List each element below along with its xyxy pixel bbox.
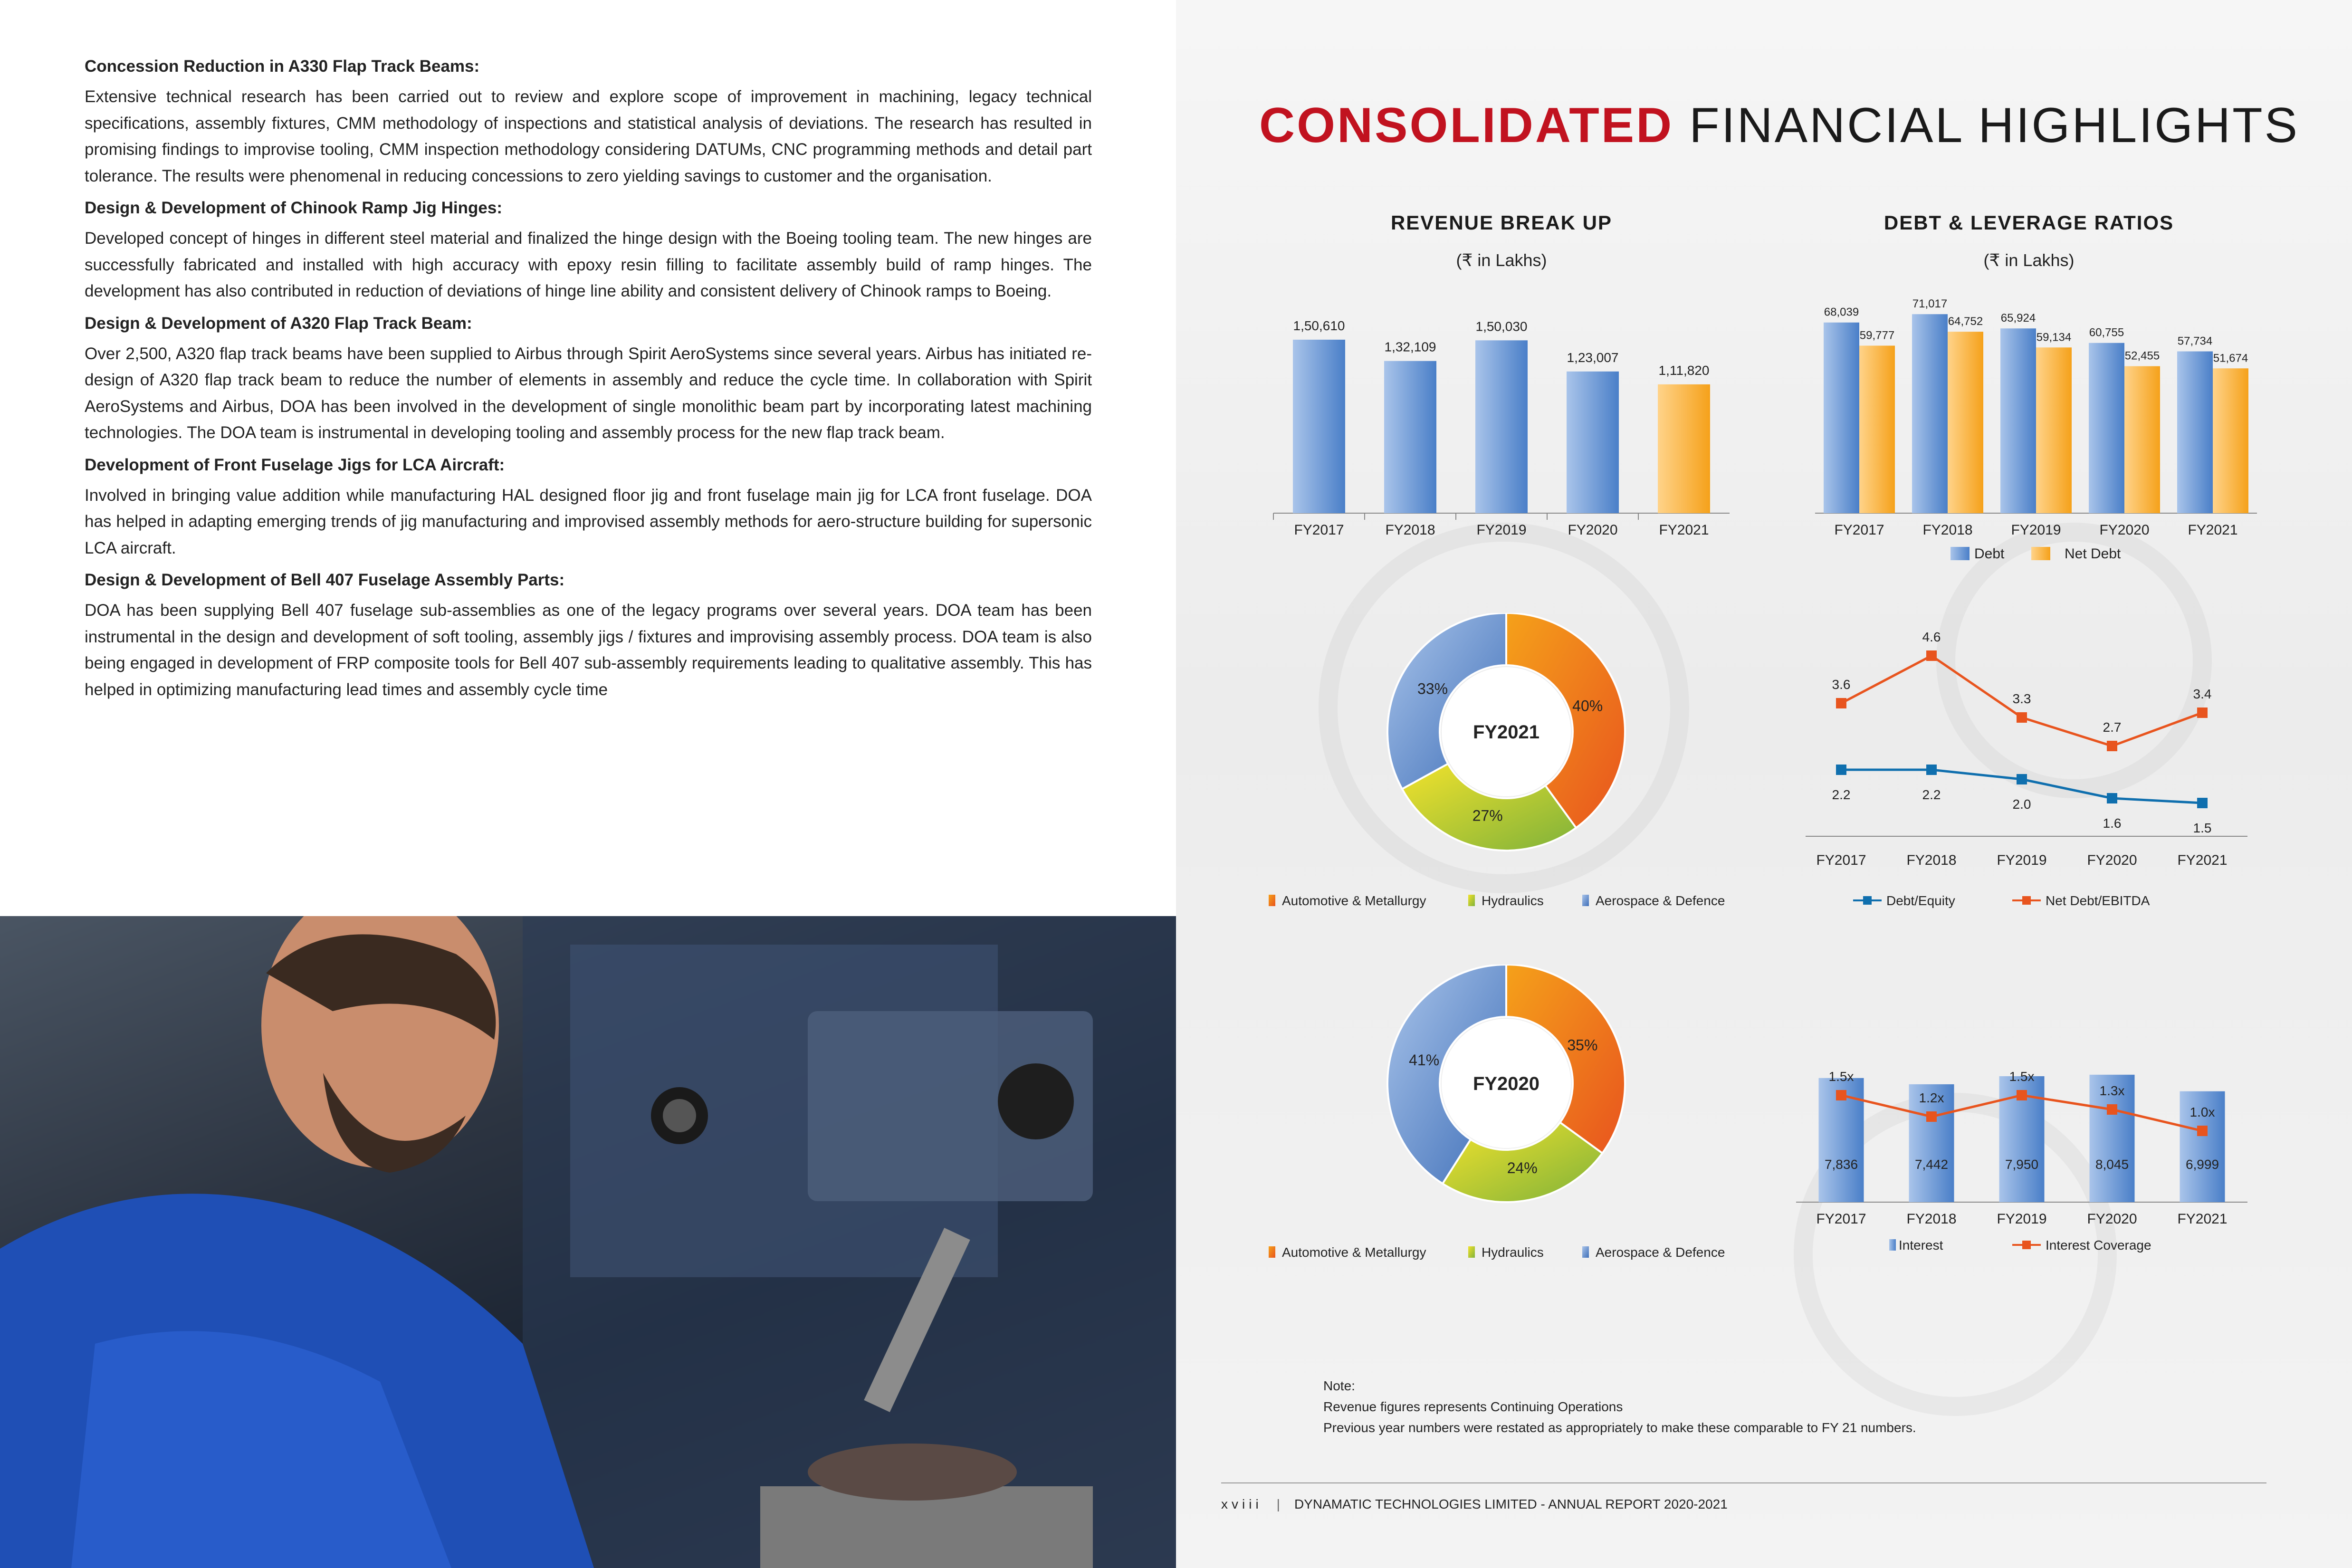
net-debt-value-label: 64,752	[1948, 315, 1983, 328]
fy2021-donut-chart	[1254, 613, 1758, 927]
slice-percent-label: 27%	[1472, 807, 1503, 824]
slice-percent-label: 35%	[1567, 1036, 1598, 1054]
slice-percent-label: 33%	[1417, 680, 1448, 698]
point-value-label: 2.7	[2103, 720, 2122, 735]
x-tick-label: FY2020	[1568, 522, 1618, 538]
section-body: Extensive technical research has been carried out to review and explore scope of improvement in machining, legacy technical specifications, assembly fixtures, CMM methodology of inspections and statistical analysis of deviations. The research has resulted in promising findings to improvise tooling, CMM inspection methodology considering DATUMs, CNC programming methods and detail part tolerance. The results were phenomenal in reducing concessions to zero yielding savings to customer and the organisation.	[85, 87, 1092, 185]
legend-swatch	[1582, 895, 1589, 906]
x-tick-label: FY2017	[1816, 1211, 1866, 1227]
section-body: Involved in bringing value addition while manufacturing HAL designed floor jig and front fuselage main jig for LCA front fuselage. DOA has helped in adapting emerging trends of jig manufacturing and improvised assembly methods for aero-structure building for supersonic LCA aircraft.	[85, 486, 1092, 557]
revenue-bar-chart	[1254, 285, 1739, 551]
coverage-value-label: 1.0x	[2189, 1105, 2215, 1119]
point-value-label: 4.6	[1922, 630, 1941, 644]
debt-value-label: 68,039	[1824, 306, 1859, 319]
section-body: DOA has been supplying Bell 407 fuselage sub-assemblies as one of the legacy programs over several years. DOA team has been instrumental in the design and development of soft tooling, assembly jigs / fixtures and improvising assembly process. DOA team is also being engaged in development of FRP composite tools for Bell 407 sub-assembly requirements leading to qualitative assembly. This has helped in optimizing manufacturing lead times and assembly cycle time	[85, 601, 1092, 699]
x-tick-label: FY2018	[1385, 522, 1435, 538]
debt-bar	[1824, 323, 1859, 513]
legend-swatch-net-debt	[2031, 547, 2050, 560]
legend-label-net-debt: Net Debt	[2065, 546, 2121, 562]
x-tick-label: FY2020	[2087, 1211, 2137, 1227]
line-point	[2107, 741, 2117, 751]
section-body: Over 2,500, A320 flap track beams have been supplied to Airbus through Spirit AeroSystems since several years. Airbus has initiated re-design of A320 flap track beam to reduce the number of elements in assembly and reduce the cycle time. In collaboration with Spirit AeroSystems and Airbus, DOA has been involved in the development of single monolithic beam part by incorporating latest machining technologies. The DOA team is instrumental in developing tooling and assembly process for the new flap track beam.	[85, 344, 1092, 442]
legend-label-interest-coverage: Interest Coverage	[2046, 1238, 2151, 1252]
ratios-line-chart	[1787, 618, 2262, 922]
title-rest: FINANCIAL HIGHLIGHTS	[1673, 98, 2300, 153]
revenue-value-label: 1,32,109	[1384, 339, 1436, 354]
revenue-value-label: 1,23,007	[1567, 350, 1619, 365]
page-title	[1259, 97, 2304, 154]
x-tick-label: FY2019	[1997, 852, 2047, 868]
legend-label: Automotive & Metallurgy	[1282, 893, 1426, 908]
legend-marker	[2022, 1241, 2031, 1249]
note-line: Previous year numbers were restated as appropriately to make these comparable to FY 21 numbers.	[1323, 1420, 1916, 1435]
point-value-label: 2.2	[1922, 787, 1941, 802]
line-point	[1836, 765, 1846, 775]
title-highlight: CONSOLIDATED	[1259, 98, 1674, 153]
legend-label-debt: Debt	[1974, 546, 2005, 562]
line-point	[2197, 1126, 2208, 1136]
legend-swatch	[1582, 1246, 1589, 1258]
debt-bar	[2000, 328, 2036, 513]
interest-combo-chart	[1787, 1026, 2262, 1264]
coverage-value-label: 1.2x	[1919, 1090, 1944, 1105]
x-tick-label: FY2019	[2011, 522, 2061, 538]
x-tick-label: FY2020	[2099, 522, 2150, 538]
coverage-value-label: 1.3x	[2099, 1083, 2125, 1098]
debt-bar-chart	[1796, 276, 2262, 580]
interest-value-label: 6,999	[2185, 1157, 2219, 1172]
line-point	[2107, 793, 2117, 803]
debt-bar	[2089, 343, 2124, 513]
legend-swatch-interest	[1889, 1239, 1896, 1251]
line-point	[1836, 698, 1846, 708]
interest-value-label: 7,950	[2005, 1157, 2039, 1172]
revenue-bar	[1567, 372, 1619, 513]
point-value-label: 3.3	[2012, 691, 2031, 706]
donut-center-label: FY2021	[1472, 722, 1540, 743]
legend-swatch	[1269, 895, 1275, 906]
x-tick-label: FY2021	[2177, 852, 2228, 868]
note	[1323, 1376, 1916, 1438]
net-debt-value-label: 51,674	[2213, 352, 2248, 365]
x-tick-label: FY2021	[1659, 522, 1709, 538]
net-debt-bar	[2036, 347, 2072, 513]
legend-swatch	[1269, 1246, 1275, 1258]
interest-value-label: 7,836	[1824, 1157, 1858, 1172]
x-tick-label: FY2017	[1816, 852, 1866, 868]
x-tick-label: FY2018	[1922, 522, 1973, 538]
section-title: Design & Development of Bell 407 Fuselage Assembly Parts:	[85, 571, 565, 589]
net-debt-value-label: 52,455	[2124, 349, 2160, 363]
net-debt-value-label: 59,134	[2036, 331, 2072, 344]
interest-value-label: 8,045	[2095, 1157, 2129, 1172]
x-tick-label: FY2017	[1294, 522, 1344, 538]
legend-label-debt-equity: Debt/Equity	[1886, 893, 1955, 908]
engineer-photo	[0, 916, 1176, 1568]
x-tick-label: FY2018	[1906, 852, 1957, 868]
point-value-label: 2.0	[2012, 797, 2031, 812]
debt-value-label: 60,755	[2089, 326, 2124, 339]
legend-swatch	[1468, 895, 1475, 906]
revenue-bar	[1475, 340, 1528, 513]
legend-label: Automotive & Metallurgy	[1282, 1245, 1426, 1260]
line-point	[1836, 1090, 1846, 1100]
footer-text: DYNAMATIC TECHNOLOGIES LIMITED - ANNUAL REPORT 2020-2021	[1294, 1497, 1728, 1511]
net-debt-value-label: 59,777	[1859, 329, 1895, 342]
revenue-bar	[1293, 340, 1345, 513]
legend-swatch-debt	[1950, 547, 1970, 560]
debt-bar	[2177, 352, 2213, 513]
footer	[1221, 1497, 1728, 1512]
article-text	[85, 57, 1092, 712]
footer-separator: |	[1276, 1497, 1280, 1511]
coverage-value-label: 1.5x	[2009, 1069, 2035, 1084]
line-point	[2107, 1104, 2117, 1115]
revenue-chart-subtitle: (₹ in Lakhs)	[1456, 250, 1547, 270]
legend-label: Hydraulics	[1482, 1245, 1544, 1260]
revenue-value-label: 1,50,610	[1293, 318, 1345, 333]
revenue-value-label: 1,50,030	[1475, 319, 1528, 334]
revenue-bar	[1658, 384, 1710, 513]
note-line: Revenue figures represents Continuing Operations	[1323, 1399, 1623, 1414]
legend-marker	[1863, 896, 1872, 905]
line-point	[2197, 798, 2208, 808]
x-tick-label: FY2019	[1997, 1211, 2047, 1227]
x-tick-label: FY2021	[2177, 1211, 2228, 1227]
legend-marker	[2022, 896, 2031, 905]
x-tick-label: FY2017	[1834, 522, 1884, 538]
note-heading: Note:	[1323, 1378, 1355, 1393]
section-title: Development of Front Fuselage Jigs for LCA Aircraft:	[85, 455, 505, 474]
point-value-label: 2.2	[1832, 787, 1851, 802]
section-title: Concession Reduction in A330 Flap Track Beams:	[85, 57, 480, 76]
debt-value-label: 65,924	[2000, 312, 2036, 325]
slice-percent-label: 24%	[1507, 1159, 1538, 1176]
debt-chart-subtitle: (₹ in Lakhs)	[1983, 250, 2075, 270]
legend-label: Aerospace & Defence	[1596, 893, 1725, 908]
page-number: xviii	[1221, 1497, 1262, 1511]
point-value-label: 1.6	[2103, 816, 2122, 831]
donut-center-label: FY2020	[1472, 1073, 1540, 1094]
line-point	[1926, 765, 1937, 775]
interest-value-label: 7,442	[1914, 1157, 1949, 1172]
legend-label: Hydraulics	[1482, 893, 1544, 908]
point-value-label: 3.6	[1832, 677, 1851, 692]
legend-swatch	[1468, 1246, 1475, 1258]
revenue-value-label: 1,11,820	[1658, 363, 1710, 378]
slice-percent-label: 40%	[1572, 697, 1603, 715]
footer-divider	[1221, 1482, 2266, 1483]
slice-percent-label: 41%	[1409, 1051, 1440, 1069]
net-debt-bar	[2124, 366, 2160, 513]
net-debt-bar	[2213, 368, 2248, 513]
revenue-bar	[1384, 361, 1436, 513]
net-debt-bar	[1948, 332, 1983, 513]
line-point	[1926, 1111, 1937, 1122]
revenue-chart-title: REVENUE BREAK UP	[1390, 211, 1613, 234]
debt-value-label: 57,734	[2177, 335, 2213, 348]
line-point	[2197, 708, 2208, 718]
debt-bar	[1912, 314, 1948, 513]
legend-label: Aerospace & Defence	[1596, 1245, 1725, 1260]
x-tick-label: FY2021	[2188, 522, 2238, 538]
line-point	[2017, 1090, 2027, 1100]
x-tick-label: FY2018	[1906, 1211, 1957, 1227]
debt-value-label: 71,017	[1912, 297, 1948, 311]
point-value-label: 3.4	[2193, 687, 2212, 701]
legend-label-interest: Interest	[1899, 1238, 1943, 1252]
engineer-photo-illustration	[0, 916, 1176, 1568]
line-point	[2017, 774, 2027, 784]
x-tick-label: FY2019	[1476, 522, 1527, 538]
coverage-value-label: 1.5x	[1828, 1069, 1854, 1084]
section-body: Developed concept of hinges in different steel material and finalized the hinge design with the Boeing tooling team. The new hinges are successfully fabricated and installed with high accuracy with epoxy resin filling to facilitate assembly build of ramp hinges. The development has also contributed in reduction of deviations of hinge line ability and consistent delivery of Chinook ramps to Boeing.	[85, 229, 1092, 300]
fy2020-donut-chart	[1254, 965, 1758, 1278]
x-tick-label: FY2020	[2087, 852, 2137, 868]
point-value-label: 1.5	[2193, 821, 2212, 835]
legend-label-net-debt-ebitda: Net Debt/EBITDA	[2046, 893, 2150, 908]
line-point	[1926, 650, 1937, 661]
net-debt-bar	[1859, 345, 1895, 513]
debt-chart-title: DEBT & LEVERAGE RATIOS	[1884, 211, 2174, 234]
section-title: Design & Development of A320 Flap Track Beam:	[85, 314, 472, 333]
section-title: Design & Development of Chinook Ramp Jig Hinges:	[85, 199, 502, 217]
line-point	[2017, 712, 2027, 723]
